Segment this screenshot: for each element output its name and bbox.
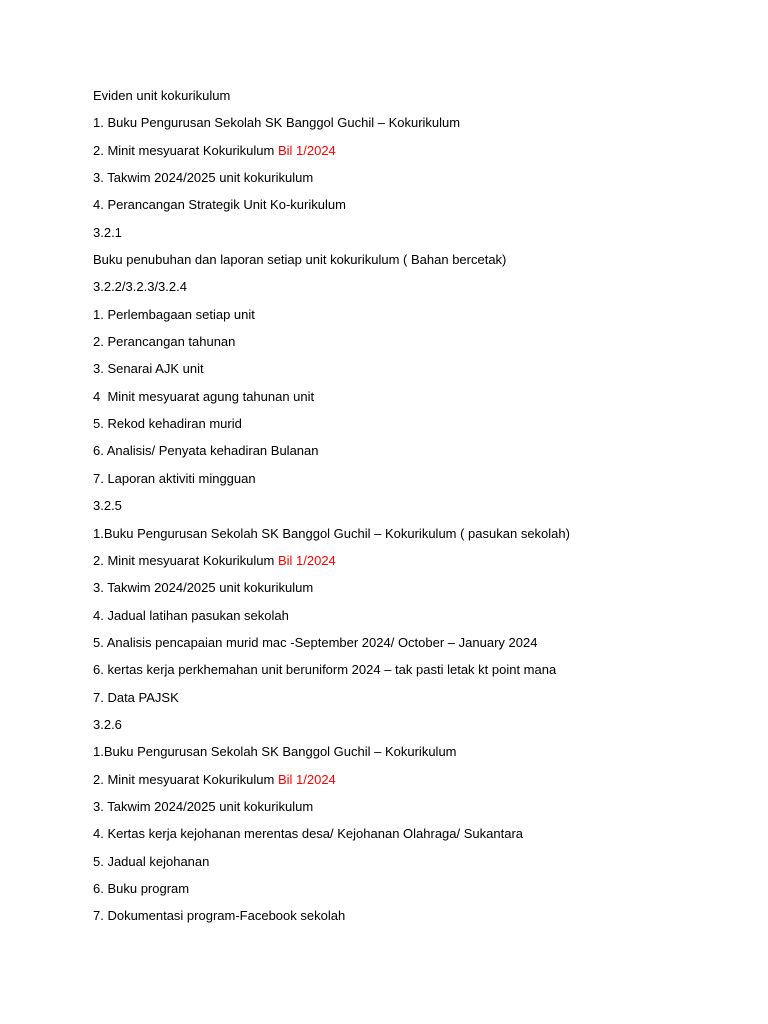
- line-text: Eviden unit kokurikulum: [93, 88, 231, 103]
- line-text: 1.Buku Pengurusan Sekolah SK Banggol Guchil – Kokurikulum: [93, 744, 457, 760]
- doc-line: [93, 333, 733, 360]
- line-text: 1. Buku Pengurusan Sekolah SK Banggol Guchil – Kokurikulum: [93, 115, 461, 131]
- line-text: 3.2.6: [93, 716, 122, 732]
- doc-line: [93, 552, 733, 579]
- line-text: 2. Minit mesyuarat Kokurikulum: [93, 771, 278, 787]
- doc-line: [93, 442, 733, 469]
- highlighted-text: Bil 1/2024: [277, 552, 336, 568]
- doc-line: [93, 825, 733, 852]
- line-text: 4. Perancangan Strategik Unit Ko-kurikulum: [93, 197, 346, 213]
- doc-line: [93, 634, 733, 661]
- line-text: 3. Takwim 2024/2025 unit kokurikulum: [93, 798, 314, 814]
- doc-line: [93, 743, 733, 770]
- line-text: 5. Analisis pencapaian murid mac -September 2024/ October – January 2024: [93, 634, 538, 650]
- line-text: 5. Jadual kejohanan: [93, 853, 210, 869]
- section-heading: [93, 278, 733, 305]
- section-heading: [93, 716, 733, 743]
- doc-line: [93, 196, 733, 223]
- line-text: 6. Analisis/ Penyata kehadiran Bulanan: [93, 443, 319, 459]
- doc-line: [93, 470, 733, 497]
- doc-line: [93, 661, 733, 688]
- line-text: 3.2.1: [93, 224, 122, 240]
- doc-line: [93, 142, 733, 169]
- doc-line: [93, 169, 733, 196]
- doc-line: [93, 525, 733, 552]
- section-heading: [93, 224, 733, 251]
- doc-line: [93, 880, 733, 907]
- line-text: 6. kertas kerja perkhemahan unit beruniform 2024 – tak pasti letak kt point mana: [93, 662, 557, 678]
- doc-line: [93, 415, 733, 442]
- line-text: 2. Perancangan tahunan: [93, 334, 236, 350]
- line-text: 3. Senarai AJK unit: [93, 361, 204, 377]
- doc-line: [93, 798, 733, 825]
- line-text: 4 Minit mesyuarat agung tahunan unit: [93, 388, 315, 404]
- line-text: 3. Takwim 2024/2025 unit kokurikulum: [93, 170, 314, 186]
- highlighted-text: Bil 1/2024: [277, 142, 336, 158]
- line-text: 5. Rekod kehadiran murid: [93, 416, 242, 432]
- doc-line: [93, 907, 733, 934]
- line-text: 6. Buku program: [93, 880, 190, 896]
- doc-line: [93, 388, 733, 415]
- document-body: [93, 87, 733, 935]
- doc-line: [93, 853, 733, 880]
- line-text: 3.2.5: [93, 498, 122, 514]
- doc-line: [93, 771, 733, 798]
- line-text: 7. Laporan aktiviti mingguan: [93, 470, 256, 486]
- line-text: 7. Data PAJSK: [93, 689, 179, 705]
- highlighted-text: Bil 1/2024: [277, 771, 336, 787]
- doc-line: [93, 306, 733, 333]
- line-text: 1.Buku Pengurusan Sekolah SK Banggol Guchil – Kokurikulum ( pasukan sekolah): [93, 525, 570, 541]
- doc-line: [93, 251, 733, 278]
- line-text: 2. Minit mesyuarat Kokurikulum: [93, 142, 278, 158]
- section-heading: [93, 497, 733, 524]
- doc-line: [93, 114, 733, 141]
- doc-line: [93, 689, 733, 716]
- line-text: 4. Jadual latihan pasukan sekolah: [93, 607, 289, 623]
- line-text: 3. Takwim 2024/2025 unit kokurikulum: [93, 580, 314, 596]
- line-text: Buku penubuhan dan laporan setiap unit kokurikulum ( Bahan bercetak): [93, 252, 507, 268]
- doc-line: [93, 607, 733, 634]
- doc-line: [93, 87, 733, 114]
- doc-line: [93, 579, 733, 606]
- line-text: 3.2.2/3.2.3/3.2.4: [93, 279, 187, 295]
- line-text: 1. Perlembagaan setiap unit: [93, 306, 255, 322]
- line-text: 4. Kertas kerja kejohanan merentas desa/ Kejohanan Olahraga/ Sukantara: [93, 826, 523, 842]
- line-text: 2. Minit mesyuarat Kokurikulum: [93, 552, 278, 568]
- doc-line: [93, 360, 733, 387]
- line-text: 7. Dokumentasi program-Facebook sekolah: [93, 908, 346, 924]
